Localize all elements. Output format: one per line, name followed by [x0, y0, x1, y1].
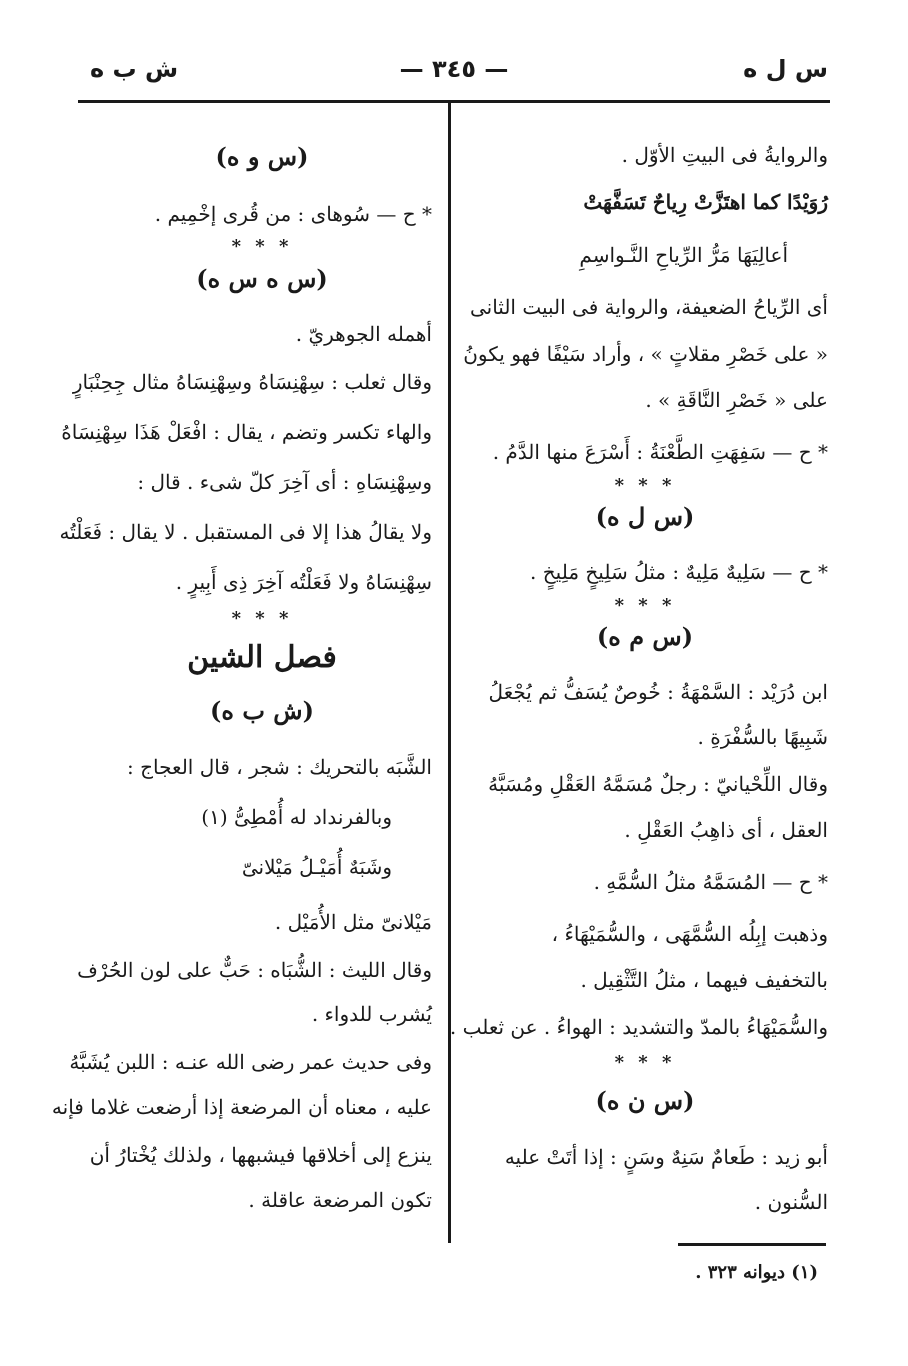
text-line: وسِهْنِسَاهِ : أى آخِرَ كلّ شىء . قال : — [137, 470, 432, 494]
entry-line: * ح — سَلِيهٌ مَلِيهٌ : مثلُ سَلِيخٍ مَلِيخٍ . — [530, 560, 828, 584]
text-line: بالتخفيف فيهما ، مثلُ التَّثْقِيل . — [580, 968, 828, 992]
verse-line: أعالِيَهَا مَرُّ الرِّياحِ النَّـواسِمِ — [579, 243, 788, 267]
text-line: والروايةُ فى البيتِ الأوّل . — [621, 143, 828, 167]
text-line: أبو زيد : طَعامٌ سَنِهٌ وسَنٍ : إذا أتَتْ عليه — [504, 1145, 828, 1169]
section-title: فصل الشين — [187, 640, 337, 675]
text-line: ولا يقالُ هذا إلا فى المستقبل . لا يقال : فَعَلْتُه — [59, 520, 432, 544]
root-heading: (س ه س ه) — [196, 264, 328, 293]
separator-stars: * * * — [614, 595, 676, 616]
text-line: العقل ، أى ذاهِبُ العَقْلِ . — [624, 818, 828, 842]
verse-line: وبالفرنداد له أُمْطِىُّ (١) — [201, 805, 392, 829]
text-line: « على خَصْرِ مقلاتٍ » ، وأراد سَيْفًا فهو يكونُ — [463, 342, 828, 366]
entry-line: * ح — سُوهاى : من قُرى إخْمِيم . — [154, 202, 432, 226]
text-line: عليه ، معناه أن المرضعة إذا أرضعت غلاما فإنه — [51, 1095, 432, 1119]
text-line: مَيْلانىّ مثل الأُمَيْل . — [274, 910, 432, 934]
text-line: وفى حديث عمر رضى الله عنـه : اللبن يُشَبَّهُ — [69, 1050, 432, 1074]
separator-stars: * * * — [231, 608, 293, 629]
separator-stars: * * * — [614, 475, 676, 496]
column-divider — [448, 103, 451, 1243]
text-line: ينزع إلى أخلاقها فيشبهها ، ولذلك يُخْتارُ أن — [89, 1143, 432, 1167]
text-line: يُشرب للدواء . — [311, 1002, 432, 1026]
text-line: على « خَصْرِ النَّاقَةِ » . — [645, 388, 828, 412]
verse-line: وشَبَهٌ أُمَيْـلُ مَيْلانىّ — [241, 855, 392, 879]
header-root-left: ش ب ه — [90, 55, 179, 83]
root-heading: (س ن ه) — [595, 1086, 695, 1115]
text-line: وقال ثعلب : سِهْنِسَاهُ وسِهْنِسَاهُ مثال جِحِنْبَارٍ — [72, 370, 432, 394]
verse-line: رُوَيْدًا كما اهتَزَّتْ رِياحٌ تَسَفَّهَتْ — [583, 190, 828, 214]
text-line: أى الرِّياحُ الضعيفة، والرواية فى البيت الثانى — [469, 295, 828, 319]
text-line: الشَّبَه بالتحريك : شجر ، قال العجاج : — [127, 755, 432, 779]
footnote: (١) ديوانه ٣٢٣ . — [695, 1262, 818, 1283]
root-heading: (س م ه) — [596, 622, 694, 651]
text-line: سِهْنِسَاهُ ولا فَعَلْتُه آخِرَ ذِى أَبِيرٍ . — [175, 570, 432, 594]
page-header — [80, 55, 828, 95]
text-line: أهمله الجوهريّ . — [295, 322, 432, 346]
header-root-right: س ل ه — [743, 55, 828, 83]
root-heading: (س ل ه) — [595, 502, 695, 531]
page-number: — ٣٤٥ — — [399, 55, 509, 83]
entry-line: * ح — سَفِهَتِ الطَّعْنَةُ : أَسْرَعَ منها الدَّمُ . — [492, 440, 828, 464]
text-line: شَبِيهًا بالسُّفْرَةِ . — [697, 725, 828, 749]
text-line: وذهبت إبِلُه السُّمَّهَى ، والسُّمَيْهَاءُ ، — [551, 922, 828, 946]
header-rule — [78, 100, 830, 103]
footnote-rule — [678, 1243, 826, 1246]
text-line: السُّنون . — [754, 1190, 828, 1214]
text-line: وقال اللِّحْيانيّ : رجلٌ مُسَمَّهُ العَقْلِ ومُسَبَّهُ — [488, 772, 828, 796]
text-line: والهاء تكسر وتضم ، يقال : افْعَلْ هَذَا سِهْنِسَاهُ — [61, 420, 432, 444]
separator-stars: * * * — [614, 1052, 676, 1073]
separator-stars: * * * — [231, 236, 293, 257]
text-line: والسُّمَيْهَاءُ بالمدّ والتشديد : الهواءُ . عن ثعلب . — [449, 1015, 828, 1039]
text-line: ابن دُرَيْد : السَّمْهَةُ : خُوصٌ يُسَفُّ ثم يُجْعَلُ — [488, 680, 828, 704]
text-line: تكون المرضعة عاقلة . — [248, 1188, 432, 1212]
root-heading: (ش ب ه) — [210, 696, 314, 725]
root-heading: (س و ه) — [215, 142, 309, 171]
text-line: وقال الليث : الشُّبَاه : حَبٌّ على لون الحُرْف — [77, 958, 432, 982]
entry-line: * ح — المُسَمَّهُ مثلُ السُّمَّهِ . — [593, 870, 828, 894]
